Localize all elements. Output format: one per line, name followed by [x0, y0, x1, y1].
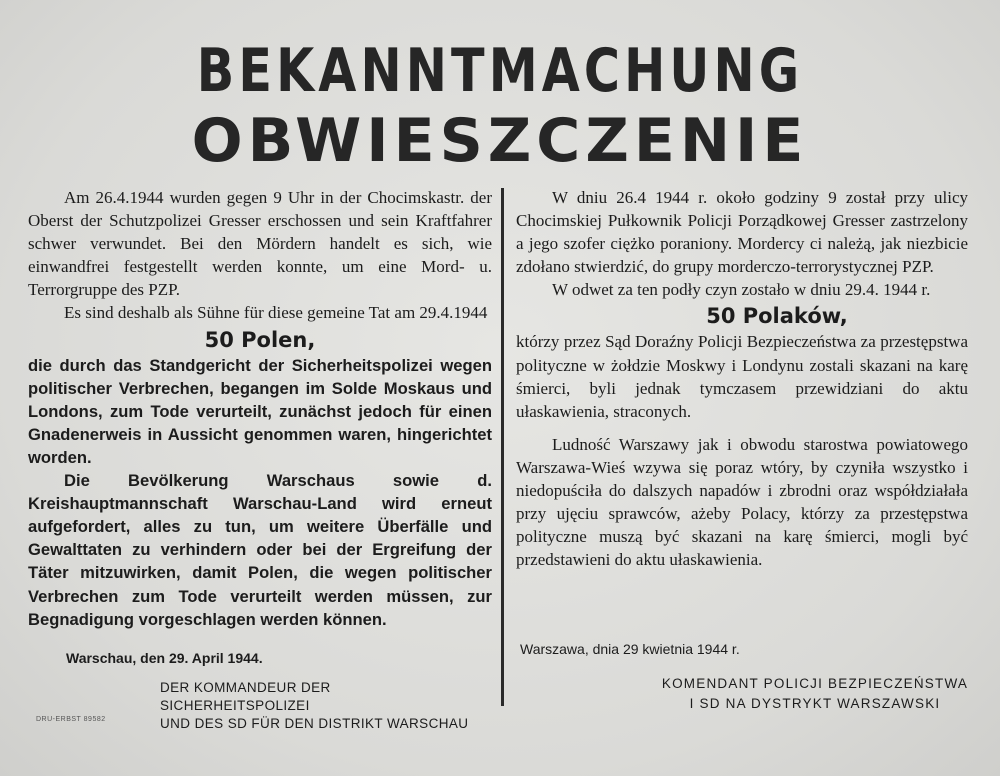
german-signature [160, 679, 480, 733]
german-heading: 50 Polen, [204, 327, 316, 352]
polish-signature-line-2: I SD NA DYSTRYKT WARSZAWSKI [689, 696, 941, 711]
german-paragraph-2: Es sind deshalb als Sühne für diese gemeine Tat am 29.4.1944 [64, 303, 488, 323]
polish-paragraph-2: W odwet za ten podły czyn zostało w dniu 29.4. 1944 r. [552, 280, 931, 300]
polish-paragraph-3: którzy przez Sąd Doraźny Policji Bezpieczeństwa za przestępstwa polityczne w żołdzie Moskwy i Londynu zostali skazani na karę śmierci, byli jednak tymczasem przewidziani do aktu ułaskawienia, straconych. [516, 332, 968, 421]
german-paragraph-3: die durch das Standgericht der Sicherheitspolizei wegen politischer Verbrechen, begangen im Solde Moskaus und Londons, zum Tode verurteilt, zunächst jedoch für einen Gnadenerweis in Aussicht genommen waren, hingerichtet worden. [28, 355, 492, 467]
german-signature-line-2: UND DES SD FÜR DEN DISTRIKT WARSCHAU [160, 716, 469, 731]
polish-heading: 50 Polaków, [706, 304, 848, 329]
polish-dateline: Warszawa, dnia 29 kwietnia 1944 r. [520, 641, 740, 657]
polish-column [516, 186, 968, 571]
title-german: BEKANNTMACHUNG [196, 36, 804, 106]
printer-mark: DRU-ERBST 89582 [36, 716, 106, 723]
german-paragraph-4: Die Bevölkerung Warschaus sowie d. Kreishauptmannschaft Warschau-Land wird erneut aufgefordert, alles zu tun, um weitere Überfälle und Gewalttaten zu verhindern oder bei der Ergreifung der Täter mitzuwirken, damit Polen, die wegen politischer Verbrechen zum Tode verurteilt werden müssen, zur Begnadigung vorgeschlagen werden können. [28, 471, 492, 629]
german-column [28, 186, 492, 631]
polish-paragraph-4: Ludność Warszawy jak i obwodu starostwa powiatowego Warszawa-Wieś wzywa się poraz wtóry, by czyniła wszystko i niedopuściła do dalszych napadów i zbrodni oraz współdziałała przy ujęciu sprawców, ażeby Polacy, którzy za przestępstwa polityczne muszą być skazani na karę śmierci, mogli być przedstawieni do aktu ułaskawienia. [516, 434, 968, 570]
german-paragraph-1: Am 26.4.1944 wurden gegen 9 Uhr in der Chocimskastr. der Oberst der Schutzpolizei Gresser erschossen und sein Kraftfahrer schwer verwundet. Bei den Mördern handelt es sich, wie einwandfrei festgestellt werden konnte, um eine Mord- u. Terrorgruppe des PZP. [28, 188, 492, 300]
polish-signature-line-1: KOMENDANT POLICJI BEZPIECZEŃSTWA [661, 676, 969, 691]
column-divider [501, 188, 504, 706]
german-dateline: Warschau, den 29. April 1944. [66, 650, 263, 666]
title-polish: OBWIESZCZENIE [191, 106, 809, 176]
german-signature-line-1: DER KOMMANDEUR DER SICHERHEITSPOLIZEI [160, 680, 331, 713]
polish-paragraph-1: W dniu 26.4 1944 r. około godziny 9 został przy ulicy Chocimskiej Pułkownik Policji Porządkowej Gresser zastrzelony a jego szofer ciężko poraniony. Mordercy ci należą, jak niezbicie zdołano stwierdzić, do grupy morderczo-terrorystycznej PZP. [516, 188, 968, 277]
polish-signature [650, 674, 980, 714]
